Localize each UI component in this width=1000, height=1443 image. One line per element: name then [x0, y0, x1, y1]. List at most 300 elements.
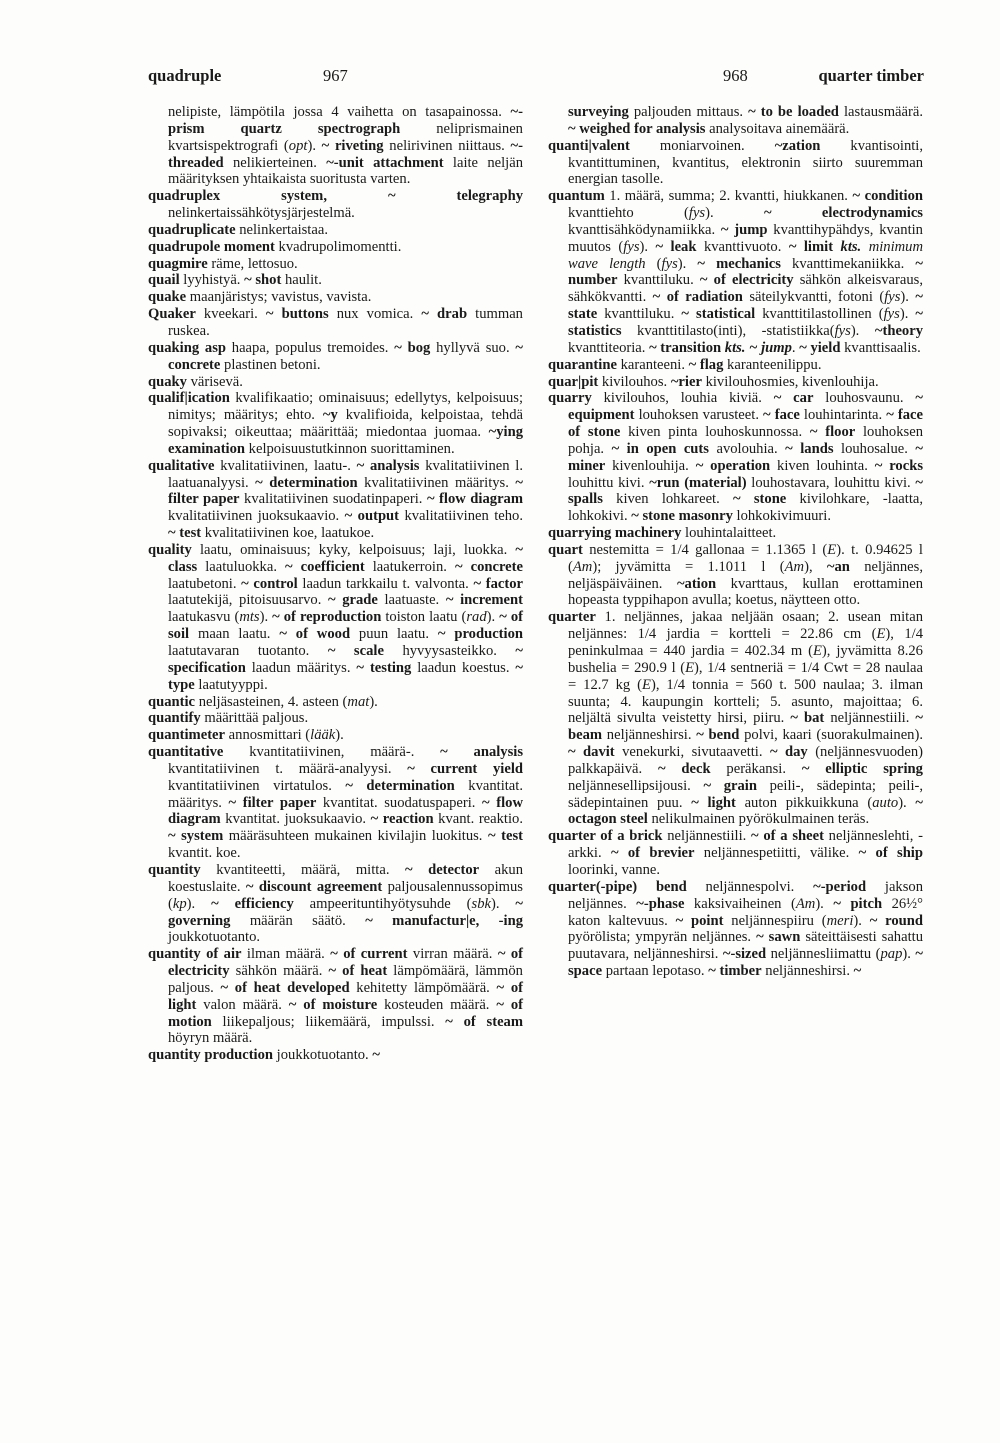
- entry-term: quantity production: [148, 1047, 274, 1064]
- entry-term: quarrying machinery: [548, 525, 682, 542]
- entry-label: E: [827, 541, 837, 558]
- entry-term: ~ state: [568, 289, 923, 323]
- entry-term: ~run (material): [649, 474, 747, 491]
- entry-text: neljännespetiitti, välike.: [694, 845, 859, 862]
- entry-text: ),: [804, 558, 827, 575]
- entry-term: ~ octagon steel: [568, 794, 923, 828]
- entry-term: ~ condition: [852, 188, 923, 205]
- left-column: [148, 104, 523, 1064]
- entry-text: ).: [490, 895, 516, 912]
- entry-text: kvalitatiivinen suodatinpaperi.: [239, 491, 427, 508]
- dictionary-entry: [148, 542, 523, 694]
- entry-text: neljänneshirsi.: [761, 963, 854, 980]
- entry-text: neljännestiili.: [824, 710, 916, 727]
- entry-text: ).: [307, 137, 322, 154]
- entry-text: venekurki, sivutaavetti.: [614, 744, 770, 761]
- entry-text: kvanttiteoria.: [568, 339, 650, 356]
- entry-text: kelpoisuustutkinnon suorittaminen.: [245, 440, 455, 457]
- entry-text: [833, 239, 840, 255]
- entry-text: louhosalue.: [833, 440, 916, 457]
- entry-text: kvantitatiivinen t. määrä-analyysi.: [168, 760, 408, 777]
- entry-text: ), 1/4 peninkulmaa = 440 jardia = 402.34 m (: [568, 626, 923, 659]
- entry-term: ~ of current: [330, 946, 408, 963]
- entry-term: ~ of soil: [168, 609, 523, 643]
- entry-text: nux vomica.: [328, 306, 422, 323]
- entry-label: E: [876, 626, 886, 643]
- entry-text: ).: [898, 794, 916, 811]
- dictionary-entry: [548, 374, 923, 391]
- entry-term: ~ production: [437, 626, 523, 643]
- entry-label: kp: [172, 895, 187, 912]
- entry-term: ~ to be loaded: [748, 104, 839, 120]
- entry-term: ~ face of stone: [568, 407, 923, 441]
- dictionary-entry: [548, 879, 923, 980]
- dictionary-entry: [148, 946, 523, 1047]
- entry-label: fys: [661, 255, 678, 272]
- entry-text: peräkansi.: [710, 760, 802, 777]
- entry-term: ~ deck: [657, 760, 711, 777]
- entry-text: neljäsasteinen, 4. asteen (: [195, 693, 348, 710]
- entry-term: ~ riveting: [321, 137, 384, 154]
- entry-label: rad: [466, 609, 487, 626]
- entry-text: kvanttiluku.: [617, 272, 700, 289]
- entry-text: (neljännesvuoden) palkkapäivä.: [568, 744, 923, 777]
- entry-text: kosteuden määrä.: [377, 996, 497, 1013]
- entry-text: neljännespiiru (: [723, 912, 827, 929]
- entry-text: hyllyvä suo.: [430, 339, 516, 356]
- entry-text: joukkotuotanto.: [168, 929, 261, 946]
- dictionary-entry: [148, 306, 523, 340]
- entry-text: sähkön määrä.: [229, 963, 329, 980]
- entry-term: ~ type: [168, 659, 524, 693]
- entry-term: ~ weighed for analysis: [568, 120, 706, 137]
- entry-label: E: [685, 659, 695, 676]
- entry-term: ~ round: [869, 912, 923, 929]
- entry-text: hyvyysasteikko.: [383, 643, 516, 659]
- entry-text: lohkokivimuuri.: [732, 508, 831, 525]
- entry-text: ), jyvämitta 8.26 bushelia = 290.9 l (: [568, 643, 923, 676]
- dictionary-entry: [148, 272, 523, 289]
- entry-term: ~ scale: [327, 643, 384, 659]
- entry-term: ~ determination: [255, 474, 358, 491]
- entry-text: ).: [186, 895, 212, 912]
- entry-text: neljännesellipsijousi.: [568, 777, 704, 794]
- entry-text: kvanttisaalis.: [840, 339, 921, 356]
- dictionary-entry: [148, 256, 523, 273]
- entry-text: paljousalennussopimus (: [168, 878, 523, 912]
- entry-text: nelikierteinen.: [223, 154, 327, 171]
- entry-text: neljänneshirsi.: [602, 727, 697, 744]
- entry-label: lääk: [310, 727, 336, 744]
- entry-text: kvantitat. määritys.: [168, 777, 523, 811]
- dictionary-entry: [148, 390, 523, 457]
- entry-term: ~ of heat: [328, 963, 388, 980]
- entry-text: kvanttimekaniikka.: [780, 255, 916, 272]
- entry-term: ~ flag: [688, 356, 724, 373]
- entry-text: kvantitatiivinen, määrä-.: [223, 744, 441, 761]
- dictionary-entry: [148, 104, 523, 188]
- entry-text: maanjäristys; vavistus, vavista.: [186, 289, 372, 306]
- entry-term: ~ timber: [708, 963, 762, 980]
- entry-text: kvalifioida, kelpoistaa, tehdä sopivaksi; oikeuttaa; määrittää; miedontaa juomaa.: [168, 407, 523, 441]
- entry-text: laatukerroin.: [364, 558, 455, 575]
- entry-label: Am: [784, 558, 805, 575]
- entry-label: minimum wave length: [568, 238, 924, 272]
- dictionary-entry: [148, 239, 523, 256]
- entry-term: quantity: [148, 861, 201, 878]
- dictionary-entry: [548, 138, 923, 189]
- entry-text: sähkön alkeisvaraus, sähkökvantti.: [568, 272, 923, 306]
- entry-label: fys: [688, 205, 706, 222]
- entry-text: ), 1/4 tonnia = 560 t. 500 naulaa; 3. ilman suunta; 4. kaupungin kortteli; 5. asunto, majoittaa; 6. neljältä sivulta veistetty hirsi, piiru.: [568, 676, 924, 727]
- entry-term: ~ concrete: [168, 339, 523, 373]
- dictionary-entry: [148, 694, 523, 711]
- entry-term: ~ detector: [404, 861, 480, 878]
- entry-term: ~ specification: [168, 643, 523, 676]
- dictionary-entry: [548, 188, 923, 356]
- entry-term: quail: [148, 272, 180, 289]
- entry-text: laite neljän määrityksen yhtaikaista suoritusta varten.: [168, 154, 523, 188]
- entry-term: ~ beam: [568, 710, 924, 744]
- entry-term: ~ current yield: [407, 760, 524, 777]
- entry-text: ).: [850, 322, 875, 339]
- entry-term: ~ filter paper: [228, 794, 317, 811]
- entry-term: ~ of brevier: [610, 845, 695, 862]
- dictionary-entry: [148, 222, 523, 239]
- entry-text: kvalifikaatio; ominaisuus; edellytys, kelpoisuus; nimitys; määritys; ehto.: [168, 390, 523, 424]
- entry-term: ~ flow diagram: [426, 491, 523, 508]
- entry-text: liikepaljous; liikemäärä, impulssi.: [211, 1013, 446, 1030]
- entry-term: ~ying examination: [168, 424, 523, 457]
- entry-term: ~ of ship: [858, 845, 923, 862]
- dictionary-entry: [148, 710, 523, 727]
- entry-text: ).: [899, 306, 916, 323]
- entry-text: lämpömäärä, lämmön paljous.: [168, 963, 523, 996]
- entry-term: ~-threaded: [168, 137, 523, 171]
- entry-text: louhintalaitteet.: [681, 525, 777, 542]
- entry-text: ).: [369, 693, 378, 710]
- entry-label: E: [812, 643, 822, 659]
- entry-term: ~ drab: [421, 306, 468, 323]
- entry-text: kvantisointi, kvantittuminen, kvantitus, elektronin siirto suuremman energian tasolle.: [568, 137, 923, 188]
- entry-term: ~ output: [344, 508, 400, 525]
- entry-text: 1. neljännes, jakaa neljään osaan; 2. usean mitan neljännes: 1/4 jardia = kortteli = 22.86 cm (: [568, 609, 923, 643]
- entry-label: mts: [239, 609, 260, 626]
- entry-term: quantimeter: [148, 727, 226, 744]
- entry-term: quantitative: [148, 744, 224, 761]
- entry-term: ~ grain: [703, 777, 757, 794]
- entry-text: haapa, populus tremoides.: [226, 339, 395, 356]
- entry-text: plastinen betoni.: [220, 356, 321, 373]
- entry-term: quantify: [148, 710, 201, 727]
- entry-text: virran määrä.: [407, 946, 498, 963]
- entry-text: ).: [705, 205, 764, 222]
- entry-term: ~ concrete: [454, 558, 523, 575]
- entry-term: quar|pit: [548, 373, 599, 390]
- entry-reference: kts.: [724, 339, 746, 356]
- dictionary-entry: [148, 289, 523, 306]
- entry-text: ).: [853, 912, 870, 929]
- left-page-number: 967: [323, 66, 348, 85]
- entry-text: lyyhistyä.: [179, 272, 245, 289]
- entry-label: fys: [834, 322, 851, 339]
- entry-text: laatutekijä, pitoisuusarvo.: [168, 592, 328, 609]
- entry-term: ~ in open cuts: [611, 440, 709, 457]
- entry-label: fys: [883, 306, 900, 323]
- entry-text: haulit.: [281, 272, 322, 289]
- entry-text: neljänneslehti, -arkki.: [568, 828, 923, 862]
- entry-text: neljännes, neljäspäiväinen.: [568, 558, 923, 592]
- entry-term: ~ rocks: [874, 457, 923, 474]
- entry-text: määrittää paljous.: [200, 710, 309, 727]
- entry-term: ~ sawn: [756, 929, 801, 946]
- entry-term: ~ face: [763, 407, 800, 424]
- entry-term: ~ efficiency: [211, 895, 294, 912]
- entry-text: karanteeni.: [616, 356, 689, 373]
- entry-text: säteilykvantti, fotoni (: [742, 289, 885, 306]
- entry-text: 26½° katon kaltevuus.: [568, 895, 923, 929]
- entry-text: kehitetty lämpömäärä.: [349, 979, 497, 996]
- entry-term: ~ lands: [785, 440, 834, 457]
- entry-text: louhintarinta.: [799, 407, 887, 424]
- entry-term: ~ electrodynamics: [763, 205, 923, 222]
- entry-text: ).: [259, 609, 273, 626]
- entry-text: valon määrä.: [196, 996, 289, 1013]
- entry-text: kvalitatiivinen koe, laatukoe.: [201, 525, 375, 542]
- entry-reference: ~ jump: [749, 339, 792, 356]
- entry-term: qualitative: [148, 457, 215, 474]
- entry-text: neljännestiili.: [662, 828, 752, 845]
- entry-term: ~ testing: [356, 659, 412, 676]
- entry-text: avolouhia.: [708, 440, 786, 457]
- entry-text: kaksivaiheinen (: [684, 895, 796, 912]
- entry-term: ~ light: [691, 794, 736, 811]
- entry-text: nelinkertaissähkötysjärjestelmä.: [168, 205, 355, 222]
- entry-text: nelinkertaistaa.: [235, 221, 328, 238]
- entry-label: E: [642, 676, 651, 693]
- entry-text: tumman ruskea.: [168, 306, 523, 339]
- entry-term: quaking asp: [148, 339, 226, 356]
- entry-text: kvantit. koe.: [168, 845, 241, 862]
- entry-term: ~ analysis: [440, 744, 524, 761]
- entry-term: ~ of a sheet: [751, 828, 824, 845]
- dictionary-entry: [148, 862, 523, 946]
- entry-term: ~ of heat developed: [220, 979, 350, 996]
- entry-term: ~ number: [568, 255, 923, 289]
- entry-term: ~zation: [774, 137, 821, 154]
- entry-text: .: [791, 339, 800, 356]
- entry-term: ~ determination: [345, 777, 455, 794]
- entry-term: ~ of wood: [279, 626, 351, 643]
- entry-term: ~an: [826, 558, 850, 575]
- entry-label: auto: [872, 794, 899, 811]
- entry-term: ~ of electricity: [699, 272, 794, 289]
- entry-term: ~ stone masonry: [631, 508, 733, 525]
- entry-label: fys: [884, 289, 901, 306]
- entry-text: ), 1/4 sentneriä = 1/4 Cwt = 28 naulaa = 12.7 kg (: [568, 659, 923, 693]
- entry-term: ~ limit: [788, 238, 834, 255]
- entry-term: ~ class: [168, 541, 523, 575]
- entry-term: ~ coefficient: [285, 558, 365, 575]
- entry-term: ~ day: [769, 744, 808, 761]
- entry-text: määrän säätö.: [230, 912, 366, 929]
- entry-text: räme, lettosuo.: [207, 255, 298, 272]
- entry-text: ). t. 0.94625 l (: [568, 541, 923, 575]
- entry-text: ).: [639, 238, 656, 255]
- left-running-head: quadruple: [148, 66, 222, 85]
- entry-term: ~ of reproduction: [272, 609, 382, 626]
- entry-term: ~ bat: [790, 710, 825, 727]
- entry-term: ~ transition: [649, 339, 722, 356]
- entry-term: quarter: [548, 609, 596, 626]
- entry-text: ).: [815, 895, 834, 912]
- entry-text: louhosvaunu.: [813, 390, 916, 407]
- entry-text: laatutyyppi.: [194, 676, 268, 693]
- dictionary-entry: [548, 390, 923, 525]
- entry-term: quarter of a brick: [548, 828, 663, 845]
- entry-text: kivilouhos.: [598, 373, 671, 390]
- dictionary-entry: [148, 727, 523, 744]
- entry-text: analysoitava ainemäärä.: [705, 120, 850, 137]
- entry-label: meri: [826, 912, 854, 929]
- entry-term: ~ davit: [568, 744, 615, 761]
- entry-term: ~theory: [874, 322, 923, 339]
- entry-term: ~ation: [676, 575, 717, 592]
- entry-text: värisevä.: [186, 373, 243, 390]
- entry-text: kvalitatiivinen, laatu-.: [214, 457, 357, 474]
- entry-term: quantic: [148, 693, 196, 710]
- entry-label: opt: [288, 137, 308, 154]
- entry-term: quaky: [148, 373, 187, 390]
- entry-text: ).: [900, 289, 916, 306]
- entry-text: ); jyvämitta = 1.1011 l (: [592, 558, 785, 575]
- entry-term: ~ of moisture: [288, 996, 378, 1013]
- entry-term: ~ of radiation: [652, 289, 743, 306]
- dictionary-entry: [548, 357, 923, 374]
- entry-label: fys: [623, 238, 640, 255]
- entry-text: laatuluokka.: [197, 558, 286, 575]
- entry-text: karanteenilippu.: [723, 356, 822, 373]
- entry-term: ~: [372, 1047, 380, 1064]
- entry-term: ~ leak: [655, 238, 697, 255]
- entry-text: annosmittari (: [225, 727, 311, 744]
- entry-term: ~ of steam: [445, 1013, 523, 1030]
- entry-text: joukkotuotanto.: [273, 1047, 373, 1064]
- dictionary-entry: [548, 525, 923, 542]
- entry-text: kvalitatiivinen teho.: [399, 508, 523, 525]
- entry-text: kvalitatiivinen juoksukaavio.: [168, 508, 345, 525]
- entry-text: kvanttiehto (: [568, 205, 689, 222]
- dictionary-entry: [148, 188, 523, 222]
- entry-reference: kts.: [840, 238, 862, 255]
- entry-text: kvanttihypähdys, kvantin muutos (: [568, 221, 923, 255]
- entry-text: säteittäisesti sahattu puutavara, neljänneshirsi.: [568, 929, 923, 963]
- dictionary-entry: [148, 374, 523, 391]
- entry-term: ~ car: [773, 390, 814, 407]
- entry-text: kvantitatiivinen virtatulos.: [168, 777, 346, 794]
- entry-term: ~ test: [488, 828, 523, 845]
- entry-text: polvi, kaari (suorakulmainen).: [739, 727, 923, 744]
- entry-text: ilman määrä.: [241, 946, 331, 963]
- right-column: [548, 104, 923, 980]
- entry-text: kvant. reaktio.: [433, 811, 523, 828]
- entry-term: ~ discount agreement: [245, 878, 383, 895]
- entry-text: 1. määrä, summa; 2. kvantti, hiukkanen.: [604, 188, 853, 205]
- entry-text: ampeerituntihyötysuhde (: [293, 895, 472, 912]
- entry-term: ~ equipment: [568, 390, 923, 424]
- entry-text: ).: [486, 609, 500, 626]
- dictionary-entry: [148, 1047, 523, 1064]
- entry-term: ~ of motion: [168, 996, 523, 1030]
- entry-term: ~ governing: [168, 895, 524, 929]
- dictionary-entry: [148, 744, 523, 862]
- entry-text: loorinki, vanne.: [568, 861, 661, 878]
- entry-text: laatu, ominaisuus; kyky, kelpoisuus; laji, luokka.: [191, 541, 516, 558]
- entry-text: [861, 239, 868, 255]
- entry-term: ~ yield: [799, 339, 841, 356]
- entry-text: laadun koestus.: [411, 659, 516, 676]
- entry-term: ~ bog: [394, 339, 431, 356]
- entry-text: kivenlouhija.: [605, 457, 696, 474]
- entry-term: ~ point: [675, 912, 724, 929]
- entry-term: ~-prism quartz spectrograph: [168, 104, 523, 137]
- entry-term: quarter(-pipe) bend: [548, 878, 687, 895]
- entry-term: ~ pitch: [833, 895, 883, 912]
- entry-term: quarantine: [548, 356, 617, 373]
- entry-text: paljouden mittaus.: [628, 104, 749, 120]
- entry-text: lastausmäärä.: [838, 104, 923, 120]
- entry-term: ~ grade: [327, 592, 378, 609]
- entry-text: kvalitatiivinen määritys.: [357, 474, 516, 491]
- entry-text: nelikulmainen pyörökulmainen teräs.: [647, 811, 870, 828]
- entry-label: Am: [795, 895, 816, 912]
- entry-text: kvanttivuoto.: [696, 238, 789, 255]
- entry-term: quality: [148, 541, 192, 558]
- entry-text: pyörölista; ympyrän neljännes.: [568, 929, 757, 946]
- entry-term: ~ shot: [244, 272, 282, 289]
- entry-label: mat: [347, 693, 370, 710]
- entry-text: louhittu kivi.: [568, 474, 650, 491]
- entry-term: ~ of electricity: [168, 946, 523, 980]
- entry-text: kvanttisähködynamiikka.: [568, 221, 721, 238]
- entry-text: laadun määritys.: [245, 659, 357, 676]
- entry-text: nelirivinen niittaus.: [383, 137, 511, 154]
- entry-term: quadruplex system, ~ telegraphy: [148, 188, 523, 205]
- entry-text: määräsuhteen mukainen kivilajin luokitus.: [223, 828, 488, 845]
- entry-term: ~-sized: [722, 946, 767, 963]
- entry-label: Am: [572, 558, 593, 575]
- entry-text: kvadrupolimomentti.: [274, 238, 402, 255]
- entry-text: kvantitat. suodatuspaperi.: [316, 794, 483, 811]
- entry-term: ~ stone: [733, 491, 787, 508]
- entry-term: ~ elliptic spring: [801, 760, 923, 777]
- entry-text: kvantiteetti, määrä, mitta.: [200, 861, 405, 878]
- entry-text: kvantitat. juoksukaavio.: [220, 811, 371, 828]
- entry-text: neliprismainen kvartsispektrografi (: [168, 120, 523, 154]
- entry-text: kivilouhosmies, kivenlouhija.: [701, 373, 879, 390]
- entry-text: laatutavaran tuotanto.: [168, 643, 328, 659]
- entry-text: laatubetoni.: [168, 575, 242, 592]
- entry-term: quantum: [548, 188, 605, 205]
- entry-text: louhoksen varusteet.: [634, 407, 764, 424]
- entry-term: quagmire: [148, 255, 208, 272]
- entry-term: ~ jump: [720, 221, 768, 238]
- entry-term: ~rier: [670, 373, 702, 390]
- entry-term: ~-period: [813, 878, 867, 895]
- entry-term: ~ system: [168, 828, 224, 845]
- entry-term: quanti|valent: [548, 137, 630, 154]
- entry-term: ~y: [322, 407, 338, 424]
